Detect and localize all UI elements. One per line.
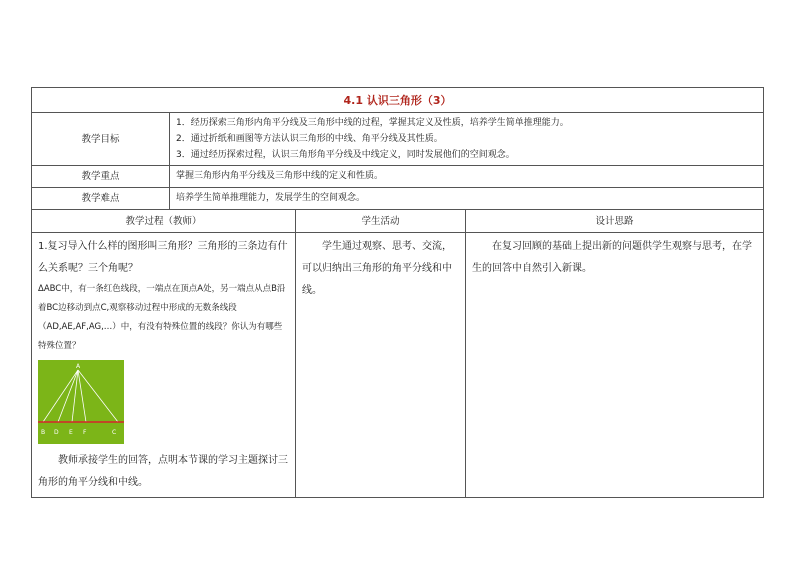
key-point-label: 教学重点 [32, 166, 170, 188]
lesson-plan [31, 87, 763, 498]
column-header-student: 学生活动 [296, 210, 466, 233]
student-activity-text: 学生通过观察、思考、交流，可以归纳出三角形的角平分线和中线。 [302, 241, 452, 296]
process-question-2: ΔABC中，有一条红色线段，一端点在顶点A处，另一端点从点B沿着BC边移动到点C,观察移动过程中形成的无数条线段（AD,AE,AF,AG,…）中，有没有特殊位置的线段？你认为有哪些特殊位置？ [38, 284, 286, 351]
label-d: D [54, 429, 59, 436]
design-cell [466, 233, 764, 498]
design-idea-text: 在复习回顾的基础上提出新的问题供学生观察与思考，在学生的回答中自然引入新课。 [472, 241, 752, 274]
process-question-3: 教师承接学生的回答，点明本节课的学习主题探讨三角形的角平分线和中线。 [38, 455, 288, 488]
key-point-text: 掌握三角形内角平分线及三角形中线的定义和性质。 [170, 166, 764, 188]
student-cell [296, 233, 466, 498]
label-b: B [41, 429, 46, 436]
triangle-figure [38, 360, 124, 444]
label-e: E [69, 429, 73, 436]
goal-item: 1．经历探索三角形内角平分线及三角形中线的过程，掌握其定义及性质，培养学生简单推理能力。 [176, 118, 569, 128]
goals-label: 教学目标 [32, 113, 170, 166]
goals-content [170, 113, 764, 166]
goal-item: 3．通过经历探索过程，认识三角形角平分线及中线定义，同时发展他们的空间观念。 [176, 150, 515, 160]
process-question-1: 1.复习导入什么样的图形叫三角形？三角形的三条边有什么关系呢？三个角呢？ [38, 241, 288, 274]
difficulty-label: 教学难点 [32, 188, 170, 210]
lesson-plan-table [31, 87, 764, 498]
column-header-design: 设计思路 [466, 210, 764, 233]
page-title: 4.1 认识三角形（3） [32, 88, 764, 113]
label-c: C [112, 429, 117, 436]
label-a: A [76, 363, 81, 370]
column-header-process: 教学过程（教师） [32, 210, 296, 233]
goal-item: 2．通过折纸和画图等方法认识三角形的中线、角平分线及其性质。 [176, 134, 443, 144]
label-f: F [83, 429, 87, 436]
process-cell [32, 233, 296, 498]
difficulty-text: 培养学生简单推理能力，发展学生的空间观念。 [170, 188, 764, 210]
